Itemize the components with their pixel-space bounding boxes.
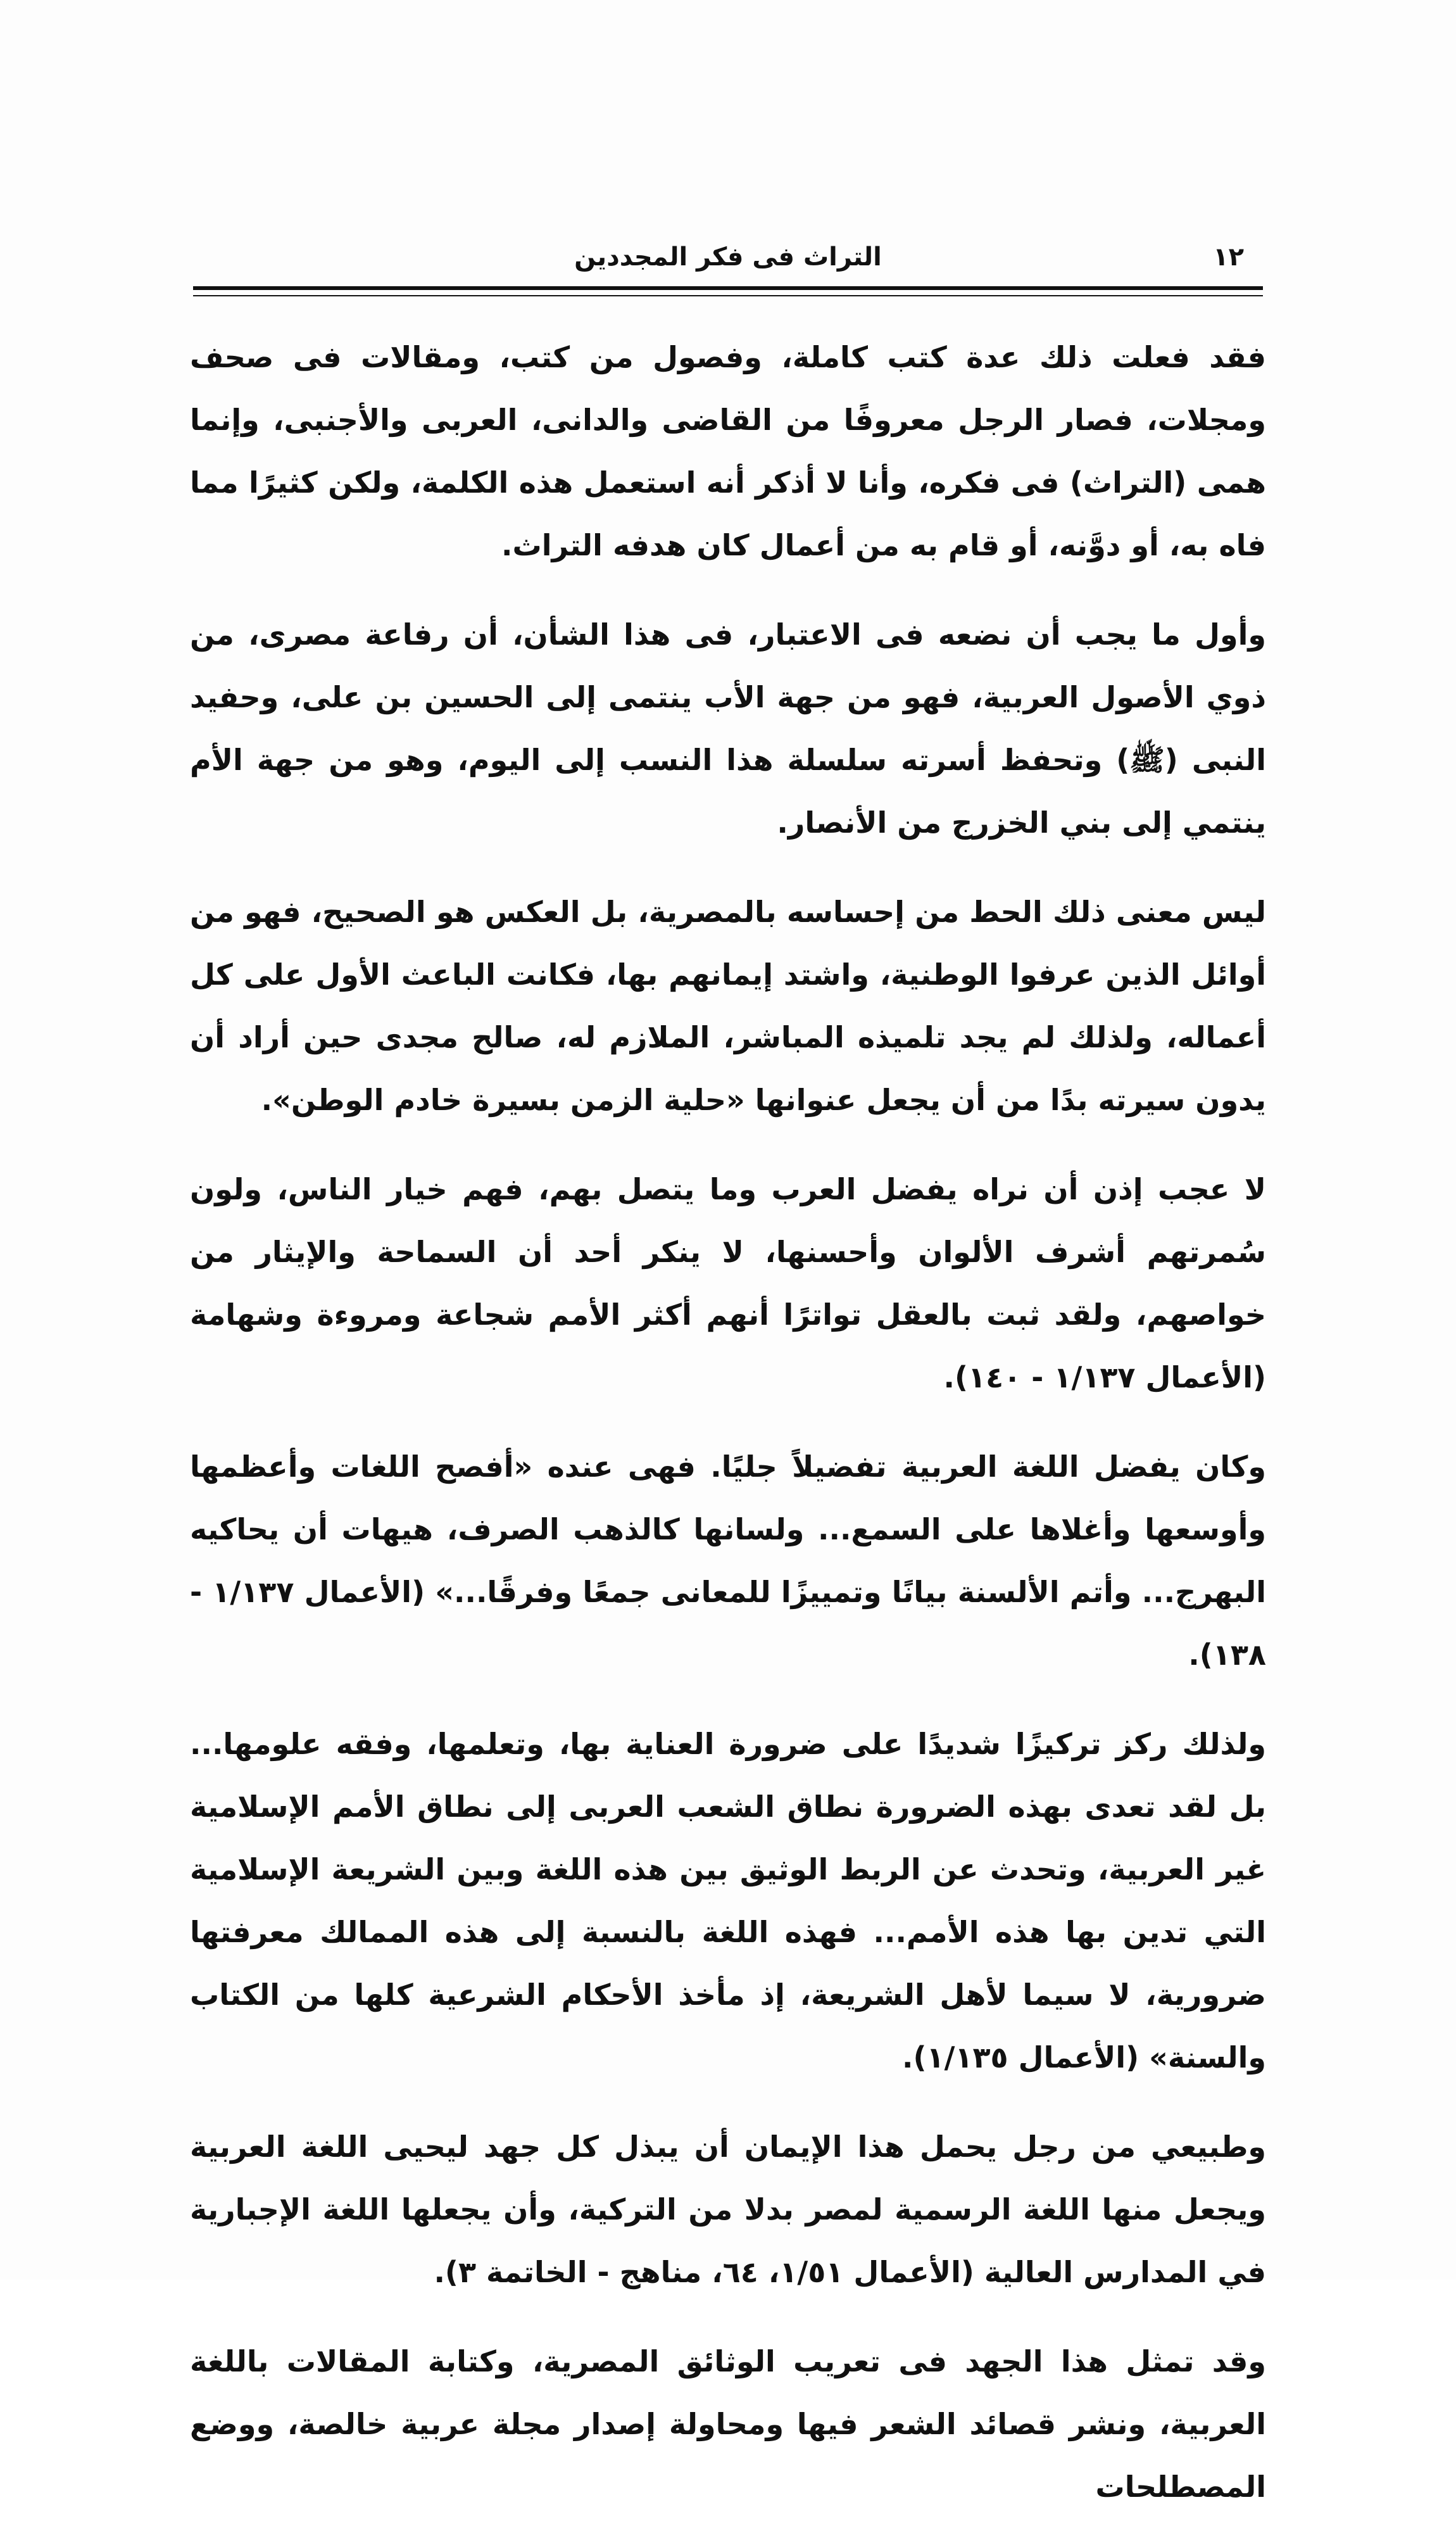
body-text xyxy=(190,326,1266,2545)
paragraph-6: ولذلك ركز تركيزًا شديدًا على ضرورة العناية بها، وتعلمها، وفقه علومها... بل لقد تعدى بهذه الضرورة نطاق الشعب العربى إلى نطاق الأمم الإسلامية غير العربية، وتحدث عن الربط الوثيق بين هذه اللغة وبين الشريعة الإسلامية التي تدين بها هذه الأمم... فهذه اللغة بالنسبة إلى هذه الممالك معرفتها ضرورية، لا سيما لأهل الشريعة، إذ مأخذ الأحكام الشرعية كلها من الكتاب والسنة» (الأعمال ١/١٣٥). xyxy=(190,1727,1266,2075)
paragraph-1: فقد فعلت ذلك عدة كتب كاملة، وفصول من كتب، ومقالات فى صحف ومجلات، فصار الرجل معروفًا من القاضى والدانى، العربى والأجنبى، وإنما همى (التراث) فى فكره، وأنا لا أذكر أنه استعمل هذه الكلمة، ولكن كثيرًا مما فاه به، أو دوَّنه، أو قام به من أعمال كان هدفه التراث. xyxy=(190,340,1266,562)
paragraph-5: وكان يفضل اللغة العربية تفضيلاً جليًا. فهى عنده «أفصح اللغات وأعظمها وأوسعها وأغلاها على السمع... ولسانها كالذهب الصرف، هيهات أن يحاكيه البهرج... وأتم الألسنة بيانًا وتمييزًا للمعانى جمعًا وفرقًا...» (الأعمال ١/١٣٧ - ١٣٨). xyxy=(190,1449,1267,1672)
paragraph-4: لا عجب إذن أن نراه يفضل العرب وما يتصل بهم، فهم خيار الناس، ولون سُمرتهم أشرف الألوان وأحسنها، لا ينكر أحد أن السماحة والإيثار من خواصهم، ولقد ثبت بالعقل تواترًا أنهم أكثر الأمم شجاعة ومروءة وشهامة (الأعمال ١/١٣٧ - ١٤٠). xyxy=(190,1172,1266,1394)
paragraph-3: ليس معنى ذلك الحط من إحساسه بالمصرية، بل العكس هو الصحيح، فهو من أوائل الذين عرفوا الوطنية، واشتد إيمانهم بها، فكانت الباعث الأول على كل أعماله، ولذلك لم يجد تلميذه المباشر، الملازم له، صالح مجدى حين أراد أن يدون سيرته بدًا من أن يجعل عنوانها «حلية الزمن بسيرة خادم الوطن». xyxy=(190,895,1266,1117)
page-number: ١٢ xyxy=(1213,243,1244,272)
paragraph-8: وقد تمثل هذا الجهد فى تعريب الوثائق المصرية، وكتابة المقالات باللغة العربية، ونشر قصائد الشعر فيها ومحاولة إصدار مجلة عربية خالصة، ووضع المصطلحات xyxy=(190,2344,1266,2504)
paragraph-7: وطبيعي من رجل يحمل هذا الإيمان أن يبذل كل جهد ليحيى اللغة العربية ويجعل منها اللغة الرسمية لمصر بدلا من التركية، وأن يجعلها اللغة الإجبارية في المدارس العالية (الأعمال ١/٥١، ٦٤، مناهج - الخاتمة ٣). xyxy=(190,2130,1266,2289)
header-rule-thin xyxy=(193,295,1263,296)
header-rule-thick xyxy=(193,286,1263,290)
running-title: التراث فى فكر المجددين xyxy=(574,243,882,272)
page-header xyxy=(193,237,1263,282)
paragraph-2: وأول ما يجب أن نضعه فى الاعتبار، فى هذا الشأن، أن رفاعة مصرى، من ذوي الأصول العربية، فهو من جهة الأب ينتمى إلى الحسين بن على، وحفيد النبى (ﷺ) وتحفظ أسرته سلسلة هذا النسب إلى اليوم، وهو من جهة الأم ينتمي إلى بني الخزرج من الأنصار. xyxy=(190,617,1266,840)
